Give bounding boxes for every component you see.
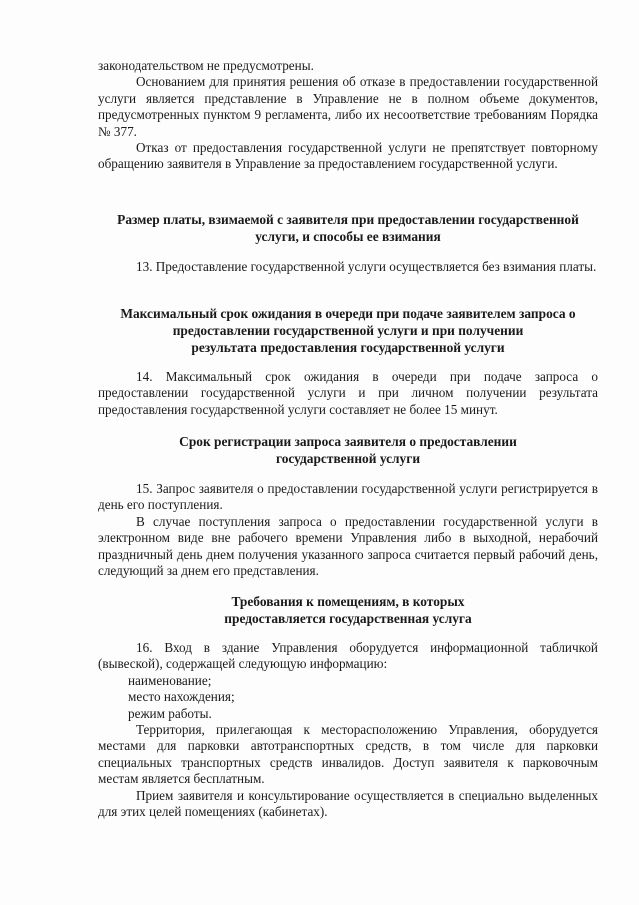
paragraph-15-electronic: В случае поступления запроса о предоставлении государственной услуги в электронном виде вне рабочего времени Управления либо в выходной, нерабочий праздничный день днем получения указанного запроса считается первый рабочий день, следующий за днем его представления. bbox=[98, 513, 598, 579]
heading-fee-line-1: Размер платы, взимаемой с заявителя при предоставлении государственной bbox=[117, 212, 579, 227]
heading-premises-line-1: Требования к помещениям, в которых bbox=[231, 594, 465, 609]
paragraph-15: 15. Запрос заявителя о предоставлении государственной услуги регистрируется в день его поступления. bbox=[98, 481, 598, 513]
paragraph-13: 13. Предоставление государственной услуги осуществляется без взимания платы. bbox=[136, 259, 597, 274]
heading-registration bbox=[98, 433, 598, 467]
wait-section bbox=[98, 369, 598, 418]
premises-section bbox=[98, 640, 598, 820]
heading-registration-line-2: государственной услуги bbox=[275, 451, 421, 466]
heading-premises bbox=[98, 593, 598, 627]
heading-premises-line-2: предоставляется государственная услуга bbox=[224, 611, 472, 626]
registration-section bbox=[98, 481, 598, 579]
paragraph-16: 16. Вход в здание Управления оборудуется информационной табличкой (вывеской), содержащей следующую информацию: bbox=[98, 640, 598, 672]
paragraph-continuation: законодательством не предусмотрены. bbox=[98, 58, 314, 73]
list-item-name: наименование; bbox=[128, 672, 212, 688]
paragraph-16-territory: Территория, прилегающая к месторасположению Управления, оборудуется местами для парковки автотранспортных средств, в том числе для парковки специальных транспортных средств инвалидов. Доступ заявителя к парковочным местам является бесплатным. bbox=[98, 722, 598, 787]
heading-wait-line-2: предоставлении государственной услуги и при получении bbox=[172, 323, 524, 338]
heading-registration-line-1: Срок регистрации запроса заявителя о предоставлении bbox=[179, 434, 517, 449]
paragraph-refusal-grounds: Основанием для принятия решения об отказе в предоставлении государственной услуги является представление в Управление не в полном объеме документов, предусмотренных пунктом 9 регламента, либо их несоответствие требованиям Порядка № 377. bbox=[98, 74, 598, 139]
list-item-location: место нахождения; bbox=[128, 689, 235, 705]
refusal-section bbox=[98, 58, 598, 173]
paragraph-14: 14. Максимальный срок ожидания в очереди при подаче запроса о предоставлении государственной услуги и при личном получении результата предоставления государственной услуги составляет не более 15 минут. bbox=[98, 369, 598, 417]
heading-fee bbox=[98, 211, 598, 245]
fee-section bbox=[98, 259, 598, 275]
paragraph-16-reception: Прием заявителя и консультирование осуществляется в специально выделенных для этих целей помещениях (кабинетах). bbox=[98, 787, 598, 820]
heading-wait-line-3: результата предоставления государственной услуги bbox=[191, 340, 505, 355]
list-item-hours: режим работы. bbox=[128, 705, 212, 721]
heading-wait-line-1: Максимальный срок ожидания в очереди при подаче заявителем запроса о bbox=[120, 306, 576, 321]
heading-fee-line-2: услуги, и способы ее взимания bbox=[255, 229, 441, 244]
heading-wait-time bbox=[98, 305, 598, 356]
paragraph-refusal-repeat: Отказ от предоставления государственной услуги не препятствует повторному обращению заявителя в Управление за предоставлением государственной услуги. bbox=[98, 140, 598, 172]
